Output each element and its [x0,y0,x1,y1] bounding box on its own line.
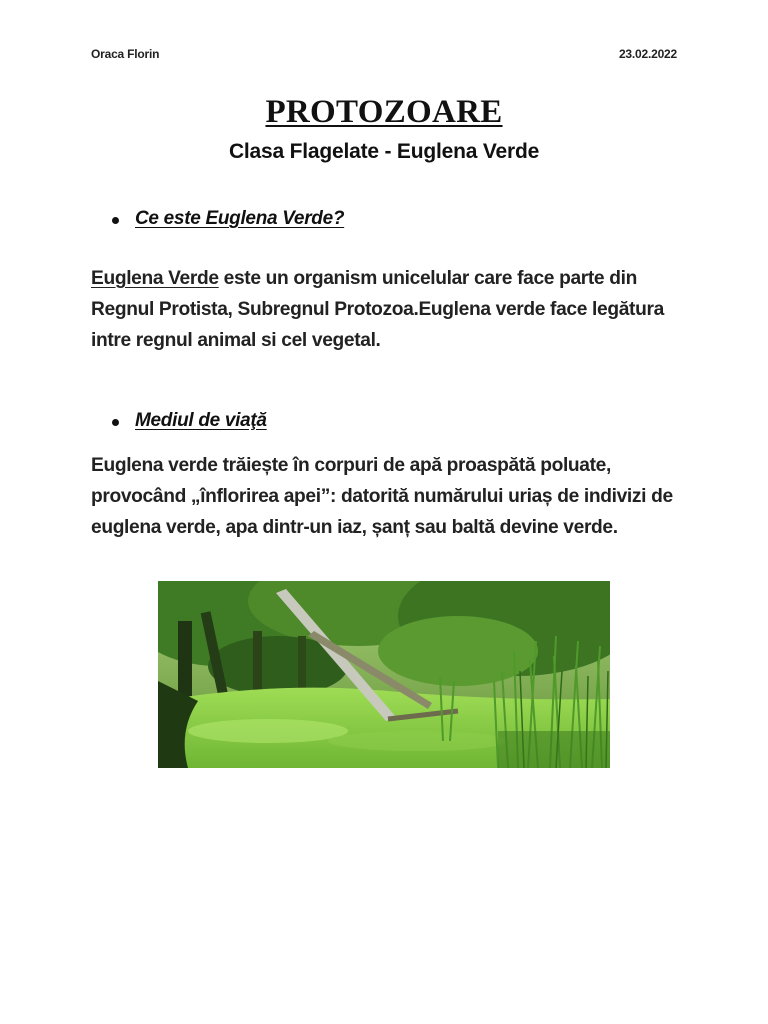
document-title: PROTOZOARE [265,94,503,130]
habitat-paragraph: Euglena verde trăiește în corpuri de apă proaspătă poluate, provocând „înflorirea apei”: datorită numărului uriaș de indivizi de euglena verde, apa dintr-un iaz, șanț sau baltă devine verde. [91,455,673,538]
section-heading-text: Mediul de viaţă [135,410,267,431]
bullet-icon [112,419,119,426]
pond-photo [158,581,610,768]
page-header [91,47,677,61]
bullet-icon [112,217,119,224]
section-heading-what-is [112,208,344,230]
section-heading-habitat [112,410,267,432]
document-subtitle: Clasa Flagelate - Euglena Verde [228,140,540,163]
definition-paragraph [91,263,691,356]
term-euglena-verde: Euglena Verde [91,268,219,289]
definition-text: este un organism unicelular care face parte din Regnul Protista, Subregnul Protozoa.Euglena verde face legătura intre regnul animal si cel vegetal. [91,268,664,351]
section-heading-text: Ce este Euglena Verde? [135,208,345,229]
document-date: 23.02.2022 [618,47,677,61]
author-name: Oraca Florin [91,47,160,61]
